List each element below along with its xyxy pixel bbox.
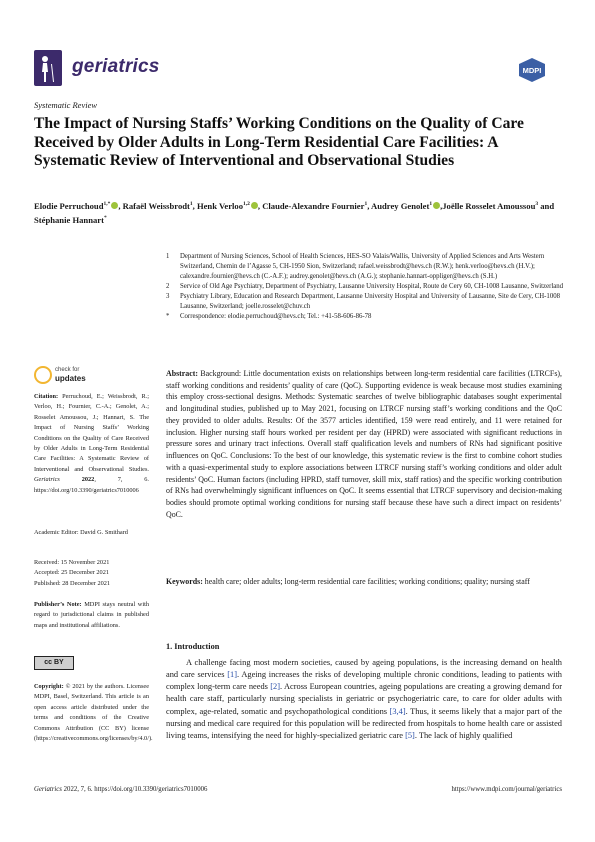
author-separator: , [192, 200, 197, 211]
author-affiliation-marker: 1 [429, 201, 433, 207]
affiliation-number: 3 [166, 292, 170, 300]
publisher-note-text: MDPI stays neutral with regard to jurisdictional claims in published maps and institutional affiliations. [34, 601, 149, 629]
author-name[interactable]: Audrey Genolet [371, 200, 430, 211]
author-separator: , [118, 200, 123, 211]
author-name[interactable]: Henk Verloo [196, 200, 244, 211]
author-separator: and [538, 200, 555, 211]
journal-logo-icon [34, 50, 62, 86]
affiliation-text: Correspondence: elodie.perruchoud@hevs.ch; Tel.: +41-58-606-86-78 [180, 312, 372, 320]
mdpi-logo-text: MDPI [522, 66, 542, 75]
affiliation-text: Department of Nursing Sciences, School of Health Sciences, HES-SO Valais/Wallis, University of Applied Sciences and Arts Western Switzerland, Chemin de l’Agasse 5, CH-1950 Sion, Switzerland; rafael.weissbrodt@hevs.ch (R.W.); henk.verloo@hevs.ch (H.V.); calexandre.fournier@hevs.ch (C.-A.F.); audrey.genolet@hevs.ch (A.G.); stephanie.hannart-oppliger@hevs.ch (S.H.) [180, 253, 545, 280]
accepted-date: Accepted: 25 December 2021 [34, 569, 110, 577]
citation-year: 2022 [59, 476, 95, 484]
author-name[interactable]: Stéphanie Hannart [34, 215, 104, 226]
footer-citation [34, 786, 207, 793]
section-heading: 1. Introduction [166, 642, 220, 651]
affiliation-item [166, 312, 566, 322]
orcid-icon[interactable] [251, 202, 258, 209]
citation-rest: , 7, 6. https://doi.org/10.3390/geriatrics7010006 [34, 476, 150, 494]
author-list [34, 198, 564, 227]
footer-journal-url[interactable]: https://www.mdpi.com/journal/geriatrics [451, 786, 562, 793]
check-updates-line2: updates [55, 374, 86, 383]
citation-block [34, 392, 149, 496]
author-name[interactable]: Elodie Perruchoud [34, 200, 104, 211]
article-type: Systematic Review [34, 100, 98, 110]
author-separator: , [440, 200, 443, 211]
reference-link[interactable]: [2] [270, 682, 280, 692]
citation-text: Perruchoud, E.; Weissbrodt, R.; Verloo, H.; Fournier, C.-A.; Genolet, A.; Rosselet Amoussou, J.; Hannart, S. The Impact of Nursing Staffs’ Working Conditions on the Quality of Care Received by Older Adults in Long-Term Residential Care Facilities: A Systematic Review of Interventional and Observational Studies. [34, 393, 149, 473]
intro-text: . Ageing increases the risks of developing multiple chronic conditions, leading to patients with complex long-term care needs [166, 670, 562, 692]
reference-link[interactable]: [1] [227, 670, 237, 680]
check-updates-icon [34, 366, 52, 384]
introduction-paragraph [166, 657, 562, 742]
copyright-block [34, 682, 153, 744]
keywords-text: health care; older adults; long-term residential care facilities; working conditions; quality; nursing staff [202, 577, 530, 586]
intro-text: . The lack of highly qualified [414, 730, 513, 740]
author-name[interactable]: Rafaël Weissbrodt [122, 200, 190, 211]
journal-name: geriatrics [72, 56, 160, 77]
citation-journal: Geriatrics [34, 476, 60, 484]
published-date: Published: 28 December 2021 [34, 579, 111, 587]
abstract-text: Background: Little documentation exists on relationships between long-term residential care facilities (LTRCFs), staff working conditions and residents’ quality of care (QoC). Supporting evidence is weak because most studies examining this employ cross-sectional designs. Methods: Systematic searches of twelve bibliographic databases sought experimental and longitudinal studies, published up to May 2021, focusing on LTRCF nursing staff’s working conditions and the QoC they provided to older adults. Results: Of the 3577 articles identified, 159 were read entirely, and 11 were retained for inclusion. Higher nursing staff hours worked per resident per day (HPRD) were associated with significant reductions in pressure sores and urinary tract infections. Overall staff qualification levels and numbers of RNs had significant positive influences on QoC. Conclusions: To the best of our knowledge, this systematic review is the first to combine cohort studies with a quasi-experimental study to explore associations between LTRCF nursing staff’s working conditions and older adult residents’ QoC. Human factors (including HPRD, staff turnover, skill mix, staff ratios) and the specific working contribution of RNs had overwhelmingly significant influences on QoC. It seems essential that LTRCF supervisory and decision-making bodies should promote optimal working conditions for nursing staff because these have such a direct impact on residents’ QoC. [166, 369, 562, 519]
reference-link[interactable]: [3,4] [389, 706, 406, 716]
author-affiliation-marker: 1 [189, 201, 193, 207]
check-updates-line1: check for [55, 367, 80, 373]
reference-link[interactable]: [5] [405, 730, 415, 740]
footer-journal: Geriatrics [34, 786, 62, 793]
publisher-note-label: Publisher’s Note: [34, 601, 82, 608]
keywords [166, 576, 562, 588]
author-affiliation-marker: 3 [535, 201, 539, 207]
article-title: The Impact of Nursing Staffs’ Working Conditions on the Quality of Care Received by Older Adults in Long-Term Residential Care Facilities: A Systematic Review of Interventional and Observational Studies [34, 115, 524, 169]
publisher-note [34, 600, 149, 631]
copyright-label: Copyright: [34, 683, 64, 690]
check-for-updates-button[interactable] [34, 366, 114, 386]
author-name[interactable]: Joëlle Rosselet Amoussou [442, 200, 536, 211]
cc-by-license-icon[interactable]: cc BY [34, 656, 74, 670]
abstract [166, 368, 562, 521]
intro-text: . Across European countries, ageing populations are creating a growing demand for health care staff, particularly nursing specialists in geriatric or psychogeriatric care, to care for older adults with complex, age-related, somatic and psychopathological conditions [166, 682, 563, 716]
footer-citation-text: 2022, 7, 6. https://doi.org/10.3390/geriatrics7010006 [61, 786, 208, 793]
mdpi-logo [518, 58, 546, 82]
intro-text: A challenge facing most modern societies, caused by ageing populations, is the increasing demand on health and care services [166, 658, 562, 680]
author-name[interactable]: Claude-Alexandre Fournier [262, 200, 365, 211]
affiliation-number: 2 [166, 282, 170, 290]
abstract-label: Abstract: [166, 369, 198, 378]
affiliations [166, 252, 566, 322]
author-affiliation-marker: 1,2 [243, 201, 250, 207]
intro-text: . Thus, it seems likely that a major part of the nursing and medical care required for this population will be redirected from hospitals to home health care or assisted living teams, intensifying the need for highly-specialized geriatric care [166, 706, 562, 740]
author-separator: , [257, 200, 263, 211]
academic-editor: Academic Editor: David G. Smithard [34, 529, 128, 536]
affiliation-number: 1 [166, 253, 170, 260]
publication-dates [34, 558, 149, 589]
affiliation-number: * [166, 312, 170, 320]
affiliation-text: Psychiatry Library, Education and Research Department, Lausanne University Hospital and University of Lausanne, Site de Cery, CH-1008 Lausanne, Switzerland; joelle.rosselet@chuv.ch [180, 292, 561, 310]
author-affiliation-marker: * [103, 215, 107, 222]
affiliation-text: Service of Old Age Psychiatry, Department of Psychiatry, Lausanne University Hospital, Route de Cery 60, CH-1008 Lausanne, Switzerland [180, 282, 564, 290]
affiliation-item [166, 282, 566, 292]
keywords-label: Keywords: [166, 577, 203, 586]
author-affiliation-marker: 1,* [103, 201, 111, 207]
received-date: Received: 15 November 2021 [34, 559, 110, 566]
copyright-text: © 2021 by the authors. Licensee MDPI, Basel, Switzerland. This article is an open access article distributed under the terms and conditions of the Creative Commons Attribution (CC BY) license (https://creativecommons.org/licenses/by/4.0/). [34, 683, 153, 743]
author-affiliation-marker: 1 [364, 201, 368, 207]
author-separator: , [367, 200, 372, 211]
affiliation-item [166, 292, 566, 312]
affiliation-item [166, 252, 566, 282]
citation-label: Citation: [34, 393, 59, 400]
